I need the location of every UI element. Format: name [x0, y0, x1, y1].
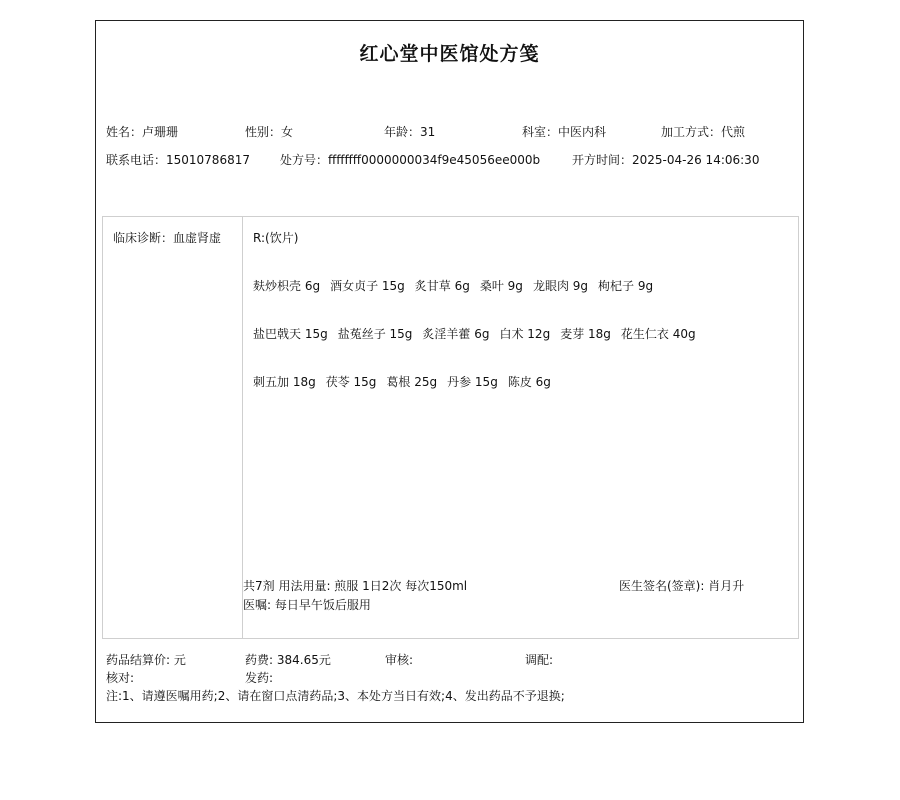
- patient-age: 年龄：31: [384, 125, 436, 139]
- herb-item: 葛根 25g: [386, 375, 438, 389]
- notice-text: 注:1、请遵医嘱用药;2、请在窗口点清药品;3、本处方当日有效;4、发出药品不予退换;: [106, 689, 565, 703]
- diagnosis-column: [103, 217, 243, 638]
- dispense-field: 调配:: [525, 653, 554, 667]
- process-method: 加工方式：代煎: [661, 125, 746, 139]
- prescription-column: [243, 217, 798, 638]
- herb-item: 盐菟丝子 15g: [337, 327, 413, 341]
- usage-dosage: 共7剂 用法用量: 煎服 1日2次 每次150ml: [243, 579, 468, 593]
- page-title: 红心堂中医馆处方笺: [359, 43, 540, 65]
- doctor-signature: 医生签名(签章): 肖月升: [619, 579, 745, 593]
- check-field: 核对:: [106, 671, 135, 685]
- herb-item: 炙甘草 6g: [414, 279, 470, 293]
- herb-item: 刺五加 18g: [253, 375, 316, 389]
- contact-phone: 联系电话：15010786817: [106, 153, 250, 167]
- herb-item: 枸杞子 9g: [598, 279, 654, 293]
- prescription-box: [102, 216, 799, 639]
- footer-row-2: [106, 669, 793, 685]
- settlement-price: 药品结算价: 元: [106, 653, 186, 667]
- issue-field: 发药:: [245, 671, 274, 685]
- prescription-number: 处方号：ffffffff0000000034f9e45056ee000b: [280, 153, 541, 167]
- footer-row-1: [106, 651, 793, 667]
- patient-gender: 性别：女: [245, 125, 294, 139]
- herb-item: 炙淫羊藿 6g: [422, 327, 490, 341]
- patient-info-row-1: [106, 123, 793, 139]
- herb-item: 白术 12g: [499, 327, 551, 341]
- herb-item: 陈皮 6g: [507, 375, 551, 389]
- patient-department: 科室：中医内科: [522, 125, 607, 139]
- patient-name: 姓名：卢珊珊: [106, 125, 179, 139]
- herb-item: 龙眼肉 9g: [532, 279, 589, 293]
- clinical-diagnosis: 临床诊断：血虚肾虚: [113, 231, 222, 245]
- patient-info-row-2: [106, 151, 793, 167]
- herb-item: 麦芽 18g: [560, 327, 611, 341]
- herb-item: 酒女贞子 15g: [330, 279, 405, 293]
- prescription-sheet: [95, 20, 804, 723]
- herb-item: 花生仁衣 40g: [620, 327, 696, 341]
- herb-item: 茯苓 15g: [325, 375, 377, 389]
- herb-line: [253, 373, 561, 390]
- herb-line: [253, 325, 706, 342]
- prescription-time: 开方时间：2025-04-26 14:06:30: [572, 153, 760, 167]
- herb-line: [253, 277, 663, 294]
- doctor-advice: 医嘱: 每日早午饭后服用: [243, 598, 371, 612]
- prescription-type: R:(饮片): [253, 231, 299, 245]
- herb-item: 麸炒枳壳 6g: [253, 279, 321, 293]
- herb-item: 盐巴戟天 15g: [253, 327, 328, 341]
- herb-item: 桑叶 9g: [479, 279, 523, 293]
- review-field: 审核:: [385, 653, 414, 667]
- drug-fee: 药费: 384.65元: [245, 653, 331, 667]
- footer-note: [106, 687, 793, 703]
- herb-item: 丹参 15g: [447, 375, 498, 389]
